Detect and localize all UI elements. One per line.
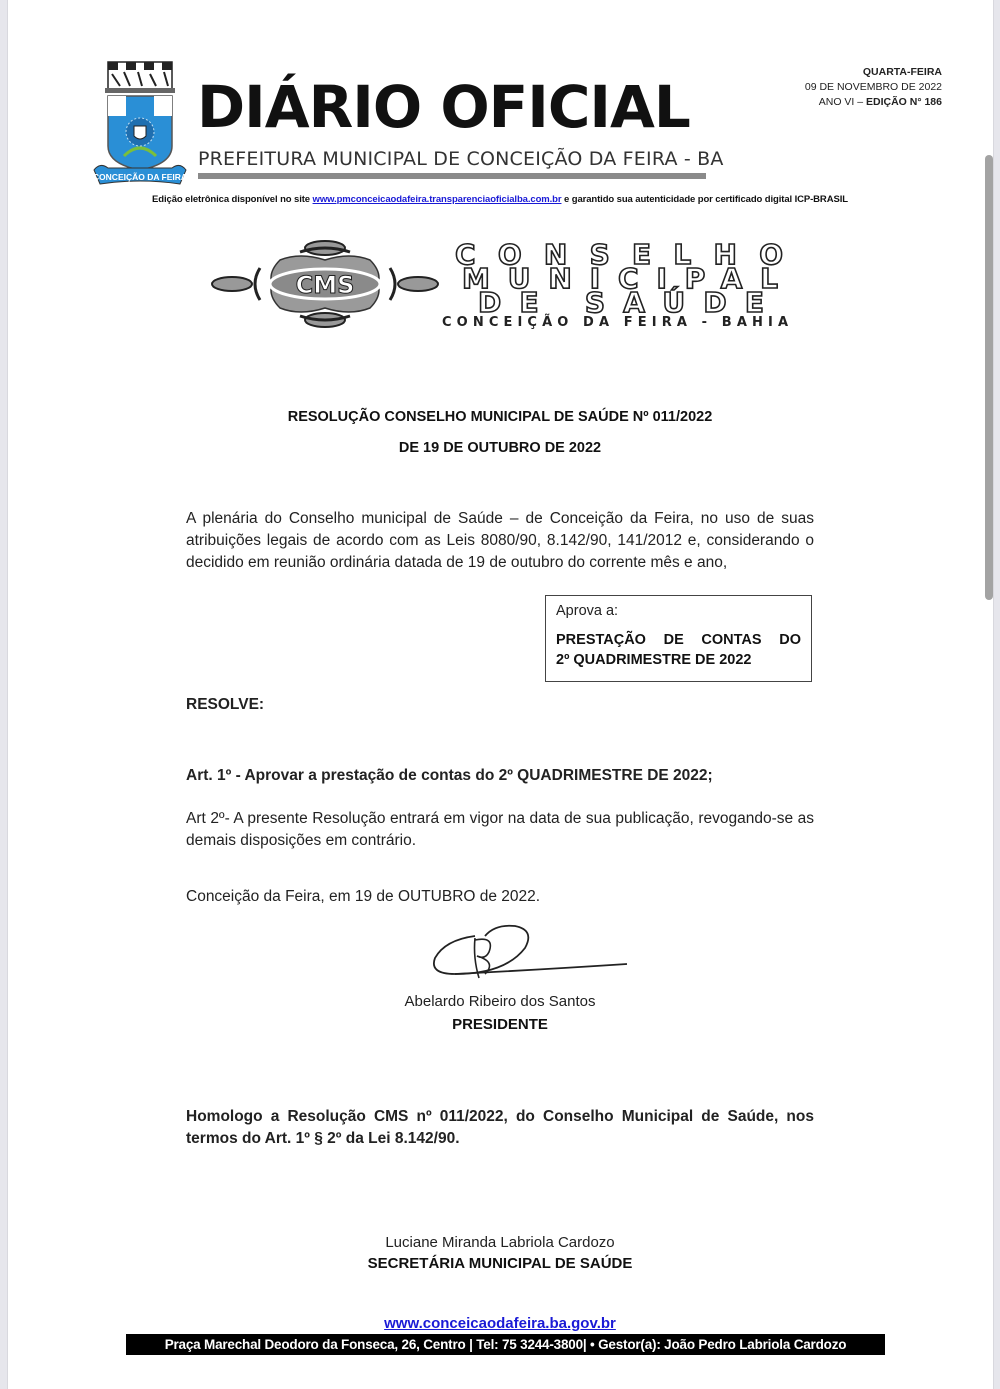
resolve-heading: RESOLVE:: [186, 696, 265, 713]
electronic-edition-notice: [0, 194, 1000, 205]
edition-number: EDIÇÃO N° 186: [866, 96, 942, 108]
footer-address-bar: Praça Marechal Deodoro da Fonseca, 26, Centro | Tel: 75 3244-3800| • Gestor(a): João Pedro Labriola Cardozo: [126, 1334, 885, 1355]
transparency-site-link[interactable]: www.pmconceicaodafeira.transparenciaoficialba.com.br: [312, 194, 562, 205]
article-1: Art. 1º - Aprovar a prestação de contas do 2º QUADRIMESTRE DE 2022;: [186, 767, 713, 784]
article-2: Art 2º- A presente Resolução entrará em vigor na data de sua publicação, revogando-se as demais disposições em contrário.: [186, 810, 814, 849]
approval-box: [545, 595, 812, 682]
electronic-prefix: Edição eletrônica disponível no site: [152, 194, 310, 205]
edition-info: [805, 65, 942, 110]
cms-line-4: CONCEIÇÃO DA FEIRA - BAHIA: [442, 315, 788, 330]
approval-text-line-1: PRESTAÇÃO DE CONTAS DO: [556, 632, 801, 648]
viewer-right-edge: [993, 0, 1000, 1389]
vertical-scrollbar[interactable]: [985, 155, 993, 600]
masthead-divider: [198, 173, 706, 179]
municipal-crest-logo: [90, 60, 190, 188]
footer-website-link[interactable]: www.conceicaodafeira.ba.gov.br: [384, 1315, 616, 1332]
resolution-title: RESOLUÇÃO CONSELHO MUNICIPAL DE SAÚDE Nº 011/2022: [287, 409, 713, 425]
secretary-role: SECRETÁRIA MUNICIPAL DE SAÚDE: [367, 1255, 633, 1272]
footer-website: [0, 1315, 1000, 1332]
masthead-title: DIÁRIO OFICIAL: [197, 73, 690, 141]
cms-council-logo: [210, 238, 790, 330]
preamble-paragraph: A plenária do Conselho municipal de Saúde – de Conceição da Feira, no uso de suas atribuições legais de acordo com as Leis 8080/90, 8.142/90, 141/2012 e, considerando o decidido em reunião ordinária datada de 19 de outubro do corrente mês e ano,: [186, 510, 814, 571]
homologation-paragraph: Homologo a Resolução CMS nº 011/2022, do Conselho Municipal de Saúde, nos termos do Art. 1º § 2º da Lei 8.142/90.: [186, 1108, 814, 1147]
crest-caption: CONCEIÇÃO DA FEIRA: [92, 172, 188, 182]
secretary-name: Luciane Miranda Labriola Cardozo: [385, 1234, 615, 1251]
signer-name: Abelardo Ribeiro dos Santos: [404, 993, 596, 1010]
approval-text-line-2: 2º QUADRIMESTRE DE 2022: [556, 652, 752, 668]
president-signature: [415, 918, 645, 990]
cms-line-3: DE SAÚDE: [478, 286, 766, 319]
crown-icon: [105, 62, 175, 93]
cms-emblem-icon: [212, 241, 438, 327]
publication-date: 09 DE NOVEMBRO DE 2022: [804, 81, 942, 93]
masthead-subtitle: PREFEITURA MUNICIPAL DE CONCEIÇÃO DA FEIRA - BA: [198, 148, 724, 170]
viewer-left-edge: [0, 0, 8, 1389]
cms-acronym: CMS: [295, 271, 355, 299]
resolution-date: DE 19 DE OUTUBRO DE 2022: [398, 440, 602, 456]
cms-line-1: CONSELHO: [455, 238, 785, 271]
signer-role: PRESIDENTE: [452, 1016, 548, 1033]
place-and-date: Conceição da Feira, em 19 de OUTUBRO de 2022.: [186, 888, 541, 905]
electronic-suffix: e garantido sua autenticidade por certificado digital ICP-BRASIL: [564, 194, 848, 205]
approval-label: Aprova a:: [556, 603, 619, 619]
weekday: QUARTA-FEIRA: [862, 66, 942, 78]
cms-line-2: MUNICIPAL: [462, 262, 780, 295]
year-label: ANO VI –: [818, 96, 864, 108]
